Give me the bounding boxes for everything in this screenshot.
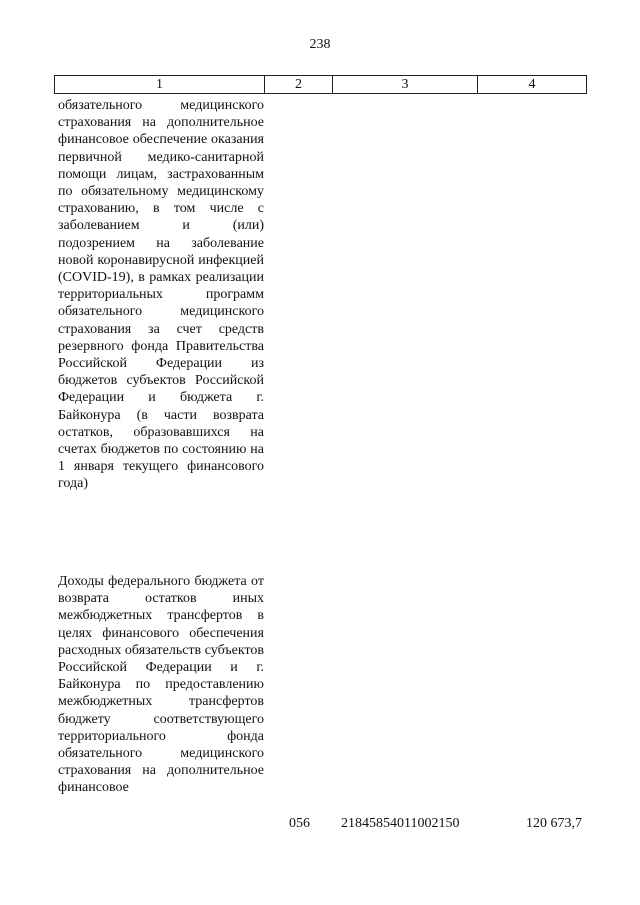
column-header-table [54, 75, 587, 94]
column-header-2: 2 [265, 76, 333, 94]
column-header-3: 3 [333, 76, 478, 94]
column-header-4: 4 [478, 76, 587, 94]
administrator-code: 056 [289, 816, 310, 831]
income-description: Доходы федерального бюджета от возврата остатков иных межбюджетных трансфертов в целях финансового обеспечения расходных обязательств субъектов Российской Федерации и г. Байконура по предоставлению межбюджетных трансфертов бюджету соответствующего территориального фонда обязательного медицинского страхования на дополнительное финансовое [58, 574, 264, 796]
amount-value: 120 673,7 [526, 816, 582, 831]
page-number: 238 [309, 37, 331, 52]
column-header-1: 1 [55, 76, 265, 94]
income-description-continued: обязательного медицинского страхования на дополнительное финансовое обеспечение оказания первичной медико-санитарной помощи лицам, застрахованным по обязательному медицинскому страхованию, в том числе с заболеванием и (или) подозрением на заболевание новой коронавирусной инфекцией (COVID-19), в рамках реализации территориальных программ обязательного медицинского страхования за счет средств резервного фонда Правительства Российской Федерации из бюджетов субъектов Российской Федерации и бюджета г. Байконура (в части возврата остатков, образовавшихся на счетах бюджетов по состоянию на 1 января текущего финансового года) [58, 98, 264, 492]
budget-classification-code: 21845854011002150 [341, 816, 460, 831]
column-header-row [55, 76, 587, 94]
